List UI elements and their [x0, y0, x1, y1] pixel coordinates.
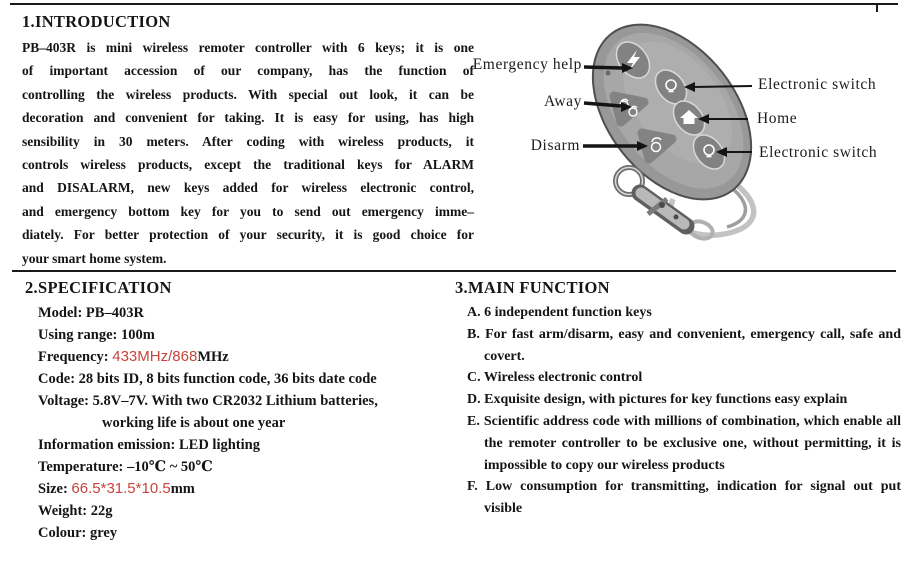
- section-divider-rule: [12, 270, 896, 272]
- spec-frequency-label: Frequency:: [38, 349, 113, 365]
- main-function-item: [455, 324, 901, 368]
- item-text: 6 independent function keys: [484, 305, 652, 320]
- spec-size: [38, 478, 455, 500]
- intro-line: and emergency bottom key for you to send out emergency imme–: [22, 203, 474, 219]
- label-home: Home: [757, 110, 798, 127]
- specification-heading: 2.SPECIFICATION: [25, 278, 172, 297]
- intro-line: and DISALARM, new keys added for wireless electronic control,: [22, 180, 474, 196]
- spec-frequency-unit: MHz: [197, 349, 229, 365]
- introduction-paragraph: [22, 36, 474, 270]
- spec-code: Code: 28 bits ID, 8 bits function code, 36 bits date code: [38, 371, 377, 387]
- item-letter: F.: [467, 479, 478, 495]
- spec-colour: Colour: grey: [38, 525, 118, 541]
- main-function-heading: 3.MAIN FUNCTION: [455, 278, 610, 297]
- intro-line: decoration and convenient for taking. It is easy for using, has high: [22, 110, 474, 126]
- item-letter: B.: [467, 326, 480, 342]
- top-border-tick: [876, 3, 878, 12]
- item-letter: A.: [467, 305, 481, 320]
- item-letter: E.: [467, 413, 480, 429]
- main-function-item: [455, 302, 901, 324]
- spec-frequency-value: 433MHz/868: [112, 348, 198, 365]
- intro-line: your smart home system.: [22, 250, 167, 266]
- intro-line: PB–403R is mini wireless remoter controller with 6 keys; it is one: [22, 40, 474, 55]
- top-border-rule: [10, 3, 898, 5]
- spec-using-range: Using range: 100m: [38, 327, 155, 343]
- intro-line: controls wireless products, except the traditional keys for ALARM: [22, 157, 474, 173]
- spec-information-emission: Information emission: LED lighting: [38, 437, 260, 453]
- item-text: Exquisite design, with pictures for key functions easy explain: [484, 392, 848, 408]
- label-disarm: Disarm: [530, 137, 580, 154]
- spec-temperature: Temperature: –10℃ ~ 50℃: [38, 459, 213, 475]
- spec-voltage-cont: working life is about one year: [102, 415, 286, 431]
- intro-line: controlling the wireless products. With special out look, it can be: [22, 86, 474, 102]
- label-away: Away: [544, 93, 582, 110]
- main-function-item: [455, 367, 901, 389]
- intro-line: of important accession of our company, has the function of: [22, 63, 474, 79]
- label-emergency-help: Emergency help: [472, 56, 582, 73]
- item-text: Scientific address code with millions of combination, which enable all the remoter controller to be exclusive one, without permitting, it is impossible to copy our wireless products: [483, 413, 902, 473]
- main-function-item: [455, 411, 901, 476]
- spec-size-value: 66.5*31.5*10.5: [71, 480, 171, 497]
- introduction-section: [22, 12, 474, 270]
- led-indicator: [606, 71, 611, 76]
- item-text: Low consumption for transmitting, indication for signal out put visible: [484, 479, 902, 517]
- intro-line: sensibility in 30 meters. After coding with wireless products, it: [22, 133, 474, 149]
- label-electronic-switch-top: Electronic switch: [758, 76, 877, 93]
- main-function-section: [455, 278, 901, 520]
- main-function-item: [455, 389, 901, 411]
- item-text: For fast arm/disarm, easy and convenient, emergency call, safe and covert.: [484, 326, 902, 364]
- spec-weight: Weight: 22g: [38, 503, 113, 519]
- spec-model: Model: PB–403R: [38, 305, 144, 321]
- label-electronic-switch-bottom: Electronic switch: [759, 144, 878, 161]
- item-letter: D.: [467, 392, 481, 408]
- specification-section: [25, 278, 455, 544]
- item-text: Wireless electronic control: [483, 370, 643, 386]
- item-letter: C.: [467, 370, 481, 386]
- main-function-item: [455, 476, 901, 520]
- spec-frequency: [38, 346, 455, 368]
- intro-line: diately. For better protection of your security, it is good choice for: [22, 227, 474, 243]
- introduction-heading: 1.INTRODUCTION: [22, 12, 171, 31]
- spec-voltage: Voltage: 5.8V–7V. With two CR2032 Lithium batteries,: [38, 393, 378, 409]
- spec-size-unit: mm: [170, 481, 195, 497]
- spec-size-label: Size:: [38, 481, 72, 497]
